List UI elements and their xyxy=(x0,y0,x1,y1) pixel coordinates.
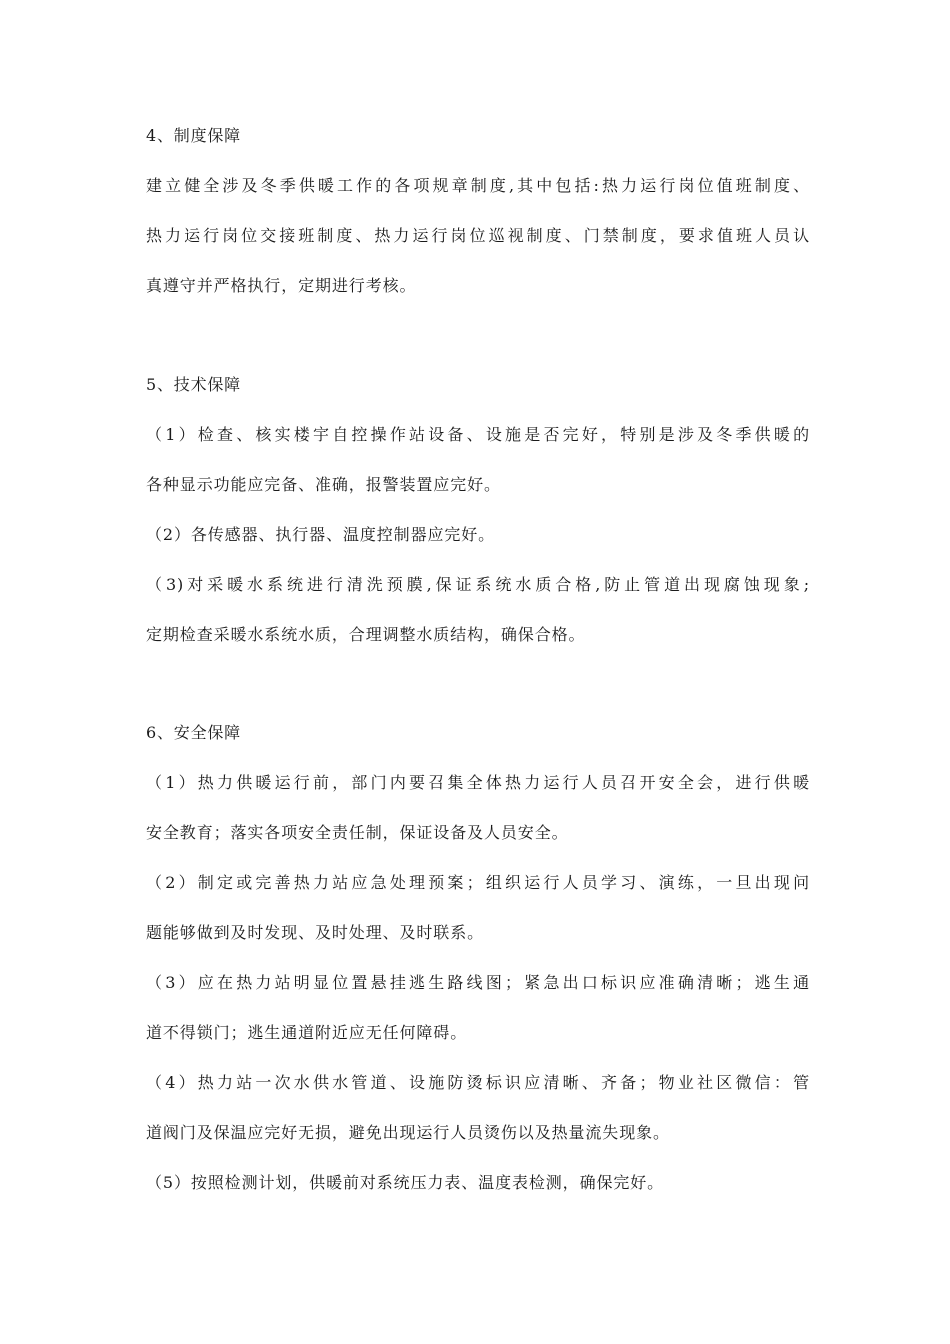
paragraph-line: 各种显示功能应完备、准确，报警装置应完好。 xyxy=(146,475,501,494)
paragraph-line: （2）制定或完善热力站应急处理预案；组织运行人员学习、演练，一旦出现问 xyxy=(146,873,810,892)
paragraph-line: （4）热力站一次水供水管道、设施防烫标识应清晰、齐备；物业社区微信：管 xyxy=(146,1073,810,1092)
paragraph-line: （5）按照检测计划，供暖前对系统压力表、温度表检测，确保完好。 xyxy=(146,1173,665,1192)
paragraph-line: （1）热力供暖运行前，部门内要召集全体热力运行人员召开安全会，进行供暖 xyxy=(146,773,810,792)
paragraph-line: 真遵守并严格执行，定期进行考核。 xyxy=(146,276,417,295)
paragraph-line: （2）各传感器、执行器、温度控制器应完好。 xyxy=(146,525,496,544)
paragraph-line: 建立健全涉及冬季供暖工作的各项规章制度,其中包括:热力运行岗位值班制度、 xyxy=(146,176,810,195)
paragraph-line: （3)对采暖水系统进行清洗预膜,保证系统水质合格,防止管道出现腐蚀现象; xyxy=(146,575,810,594)
section-heading-5: 5、技术保障 xyxy=(146,375,241,394)
paragraph-line: 定期检查采暖水系统水质，合理调整水质结构，确保合格。 xyxy=(146,625,586,644)
section-heading-6: 6、安全保障 xyxy=(146,723,241,742)
paragraph-line: （3）应在热力站明显位置悬挂逃生路线图；紧急出口标识应准确清晰；逃生通 xyxy=(146,973,810,992)
paragraph-line: 题能够做到及时发现、及时处理、及时联系。 xyxy=(146,923,485,942)
paragraph-line: 道阀门及保温应完好无损，避免出现运行人员烫伤以及热量流失现象。 xyxy=(146,1123,670,1142)
section-heading-4: 4、制度保障 xyxy=(146,126,241,145)
paragraph-line: 热力运行岗位交接班制度、热力运行岗位巡视制度、门禁制度，要求值班人员认 xyxy=(146,226,810,245)
paragraph-line: 安全教育；落实各项安全责任制，保证设备及人员安全。 xyxy=(146,823,569,842)
paragraph-line: （1）检查、核实楼宇自控操作站设备、设施是否完好，特别是涉及冬季供暖的 xyxy=(146,425,810,444)
paragraph-line: 道不得锁门；逃生通道附近应无任何障碍。 xyxy=(146,1023,468,1042)
